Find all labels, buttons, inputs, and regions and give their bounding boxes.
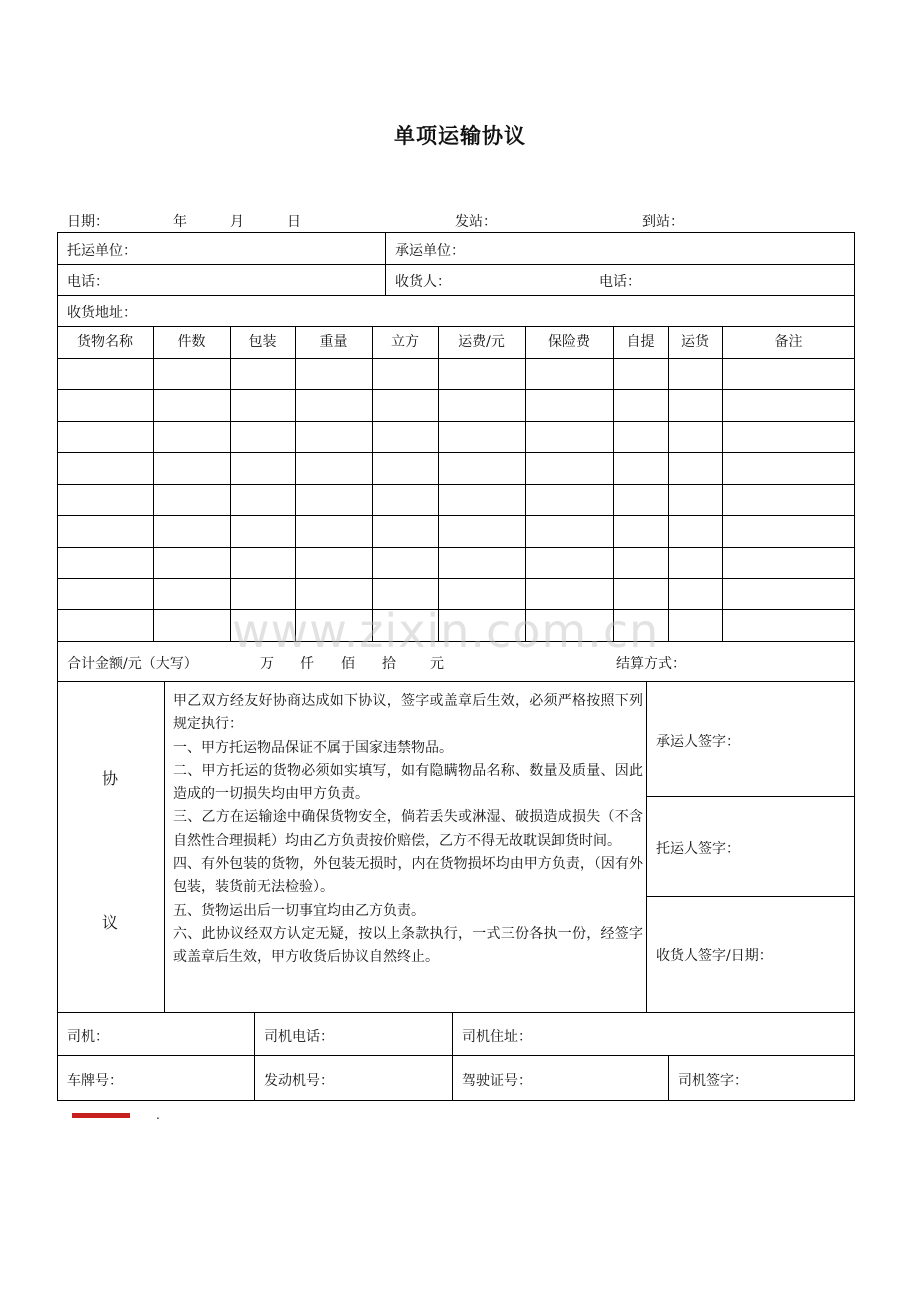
- col-divider: [230, 326, 231, 641]
- col-divider: [668, 1055, 669, 1101]
- row-divider: [57, 358, 855, 359]
- red-bar-mark: [72, 1113, 130, 1118]
- row-divider: [57, 484, 855, 485]
- clause-5: 五、货物运出后一切事宜均由乙方负责。: [173, 902, 425, 919]
- row-divider: [57, 681, 855, 682]
- col-self-pickup: 自提: [626, 334, 655, 350]
- row-divider: [57, 578, 855, 579]
- watermark: www.zixin.com.cn: [232, 604, 660, 658]
- clause-intro: 甲乙双方经友好协商达成如下协议，签字或盖章后生效，必须严格按照下列规定执行：: [173, 693, 643, 733]
- driver-label: 司机：: [67, 1029, 109, 1045]
- total-label: 合计金额/元（大写）: [67, 656, 198, 672]
- col-divider: [646, 681, 647, 1012]
- plate-number-label: 车牌号：: [67, 1073, 123, 1089]
- unit-qian: 仟: [300, 656, 314, 672]
- clause-1: 一、甲方托运物品保证不属于国家违禁物品。: [173, 739, 453, 756]
- date-label: 日期：: [67, 214, 109, 230]
- row-divider: [57, 515, 855, 516]
- col-divider: [438, 326, 439, 641]
- col-volume: 立方: [391, 334, 419, 350]
- agreement-clauses: [173, 690, 643, 970]
- unit-wan: 万: [260, 656, 274, 672]
- consignee-phone-label: 电话：: [599, 274, 641, 290]
- col-goods-name: 货物名称: [77, 334, 133, 350]
- row-divider: [57, 264, 855, 265]
- row-divider: [57, 295, 855, 296]
- unit-yuan: 元: [430, 656, 444, 672]
- col-divider: [668, 326, 669, 641]
- month-label: 月: [230, 214, 244, 230]
- license-number-label: 驾驶证号：: [462, 1073, 532, 1089]
- clause-6: 六、此协议经双方认定无疑，按以上条款执行，一式三份各执一份，经签字或盖章后生效，甲方收货后协议自然终止。: [173, 925, 643, 966]
- engine-number-label: 发动机号：: [264, 1073, 334, 1089]
- row-divider: [57, 421, 855, 422]
- col-divider: [372, 326, 373, 641]
- clause-2: 二、甲方托运的货物必须如实填写，如有隐瞒物品名称、数量及质量、因此造成的一切损失均由甲方负责。: [173, 762, 643, 803]
- col-pieces: 件数: [177, 334, 206, 350]
- col-freight: 运费/元: [458, 334, 505, 350]
- clause-4: 四、有外包装的货物，外包装无损时，内在货物损坏均由甲方负责，（因有外包装，装货前无法检验）。: [173, 856, 643, 896]
- phone-label: 电话：: [67, 274, 109, 290]
- col-insurance: 保险费: [548, 334, 590, 350]
- day-label: 日: [287, 214, 301, 230]
- row-divider: [57, 547, 855, 548]
- footer-dot: .: [156, 1108, 160, 1122]
- col-remarks: 备注: [774, 334, 803, 350]
- row-divider: [57, 452, 855, 453]
- sign-divider: [646, 796, 855, 797]
- from-station-label: 发站：: [455, 214, 497, 230]
- consignee-signature-label: 收货人签字/日期：: [656, 948, 773, 964]
- carrier-label: 承运单位：: [395, 243, 465, 259]
- document-title: 单项运输协议: [394, 124, 526, 148]
- carrier-signature-label: 承运人签字：: [656, 734, 740, 750]
- to-station-label: 到站：: [642, 214, 684, 230]
- row-divider: [57, 1055, 855, 1056]
- col-packaging: 包装: [248, 334, 277, 350]
- col-weight: 重量: [319, 334, 348, 350]
- shipper-signature-label: 托运人签字：: [656, 841, 740, 857]
- settlement-label: 结算方式：: [616, 656, 686, 672]
- consignee-label: 收货人：: [395, 274, 451, 290]
- agreement-side-label-bottom: 议: [102, 913, 119, 932]
- col-divider: [452, 1012, 453, 1101]
- col-divider: [525, 326, 526, 641]
- row-divider: [57, 389, 855, 390]
- unit-shi: 拾: [382, 656, 396, 672]
- col-divider: [722, 326, 723, 641]
- clause-3: 三、乙方在运输途中确保货物安全，倘若丢失或淋湿、破损造成损失（不含自然性合理损耗）均由乙方负责按价赔偿，乙方不得无故耽误卸货时间。: [173, 809, 643, 849]
- col-divider: [254, 1012, 255, 1101]
- unit-bai: 佰: [341, 656, 355, 672]
- shipper-label: 托运单位：: [67, 243, 137, 259]
- col-divider: [295, 326, 296, 641]
- driver-address-label: 司机住址：: [462, 1029, 532, 1045]
- agreement-side-label-top: 协: [102, 769, 119, 788]
- year-label: 年: [173, 214, 187, 230]
- address-label: 收货地址：: [67, 305, 137, 321]
- sign-divider: [646, 896, 855, 897]
- col-divider: [164, 681, 165, 1012]
- col-divider: [153, 326, 154, 641]
- col-divider: [613, 326, 614, 641]
- driver-signature-label: 司机签字：: [678, 1073, 748, 1089]
- col-delivery: 运货: [681, 334, 709, 350]
- row-divider: [57, 1012, 855, 1013]
- driver-phone-label: 司机电话：: [264, 1029, 334, 1045]
- col-divider: [385, 232, 386, 295]
